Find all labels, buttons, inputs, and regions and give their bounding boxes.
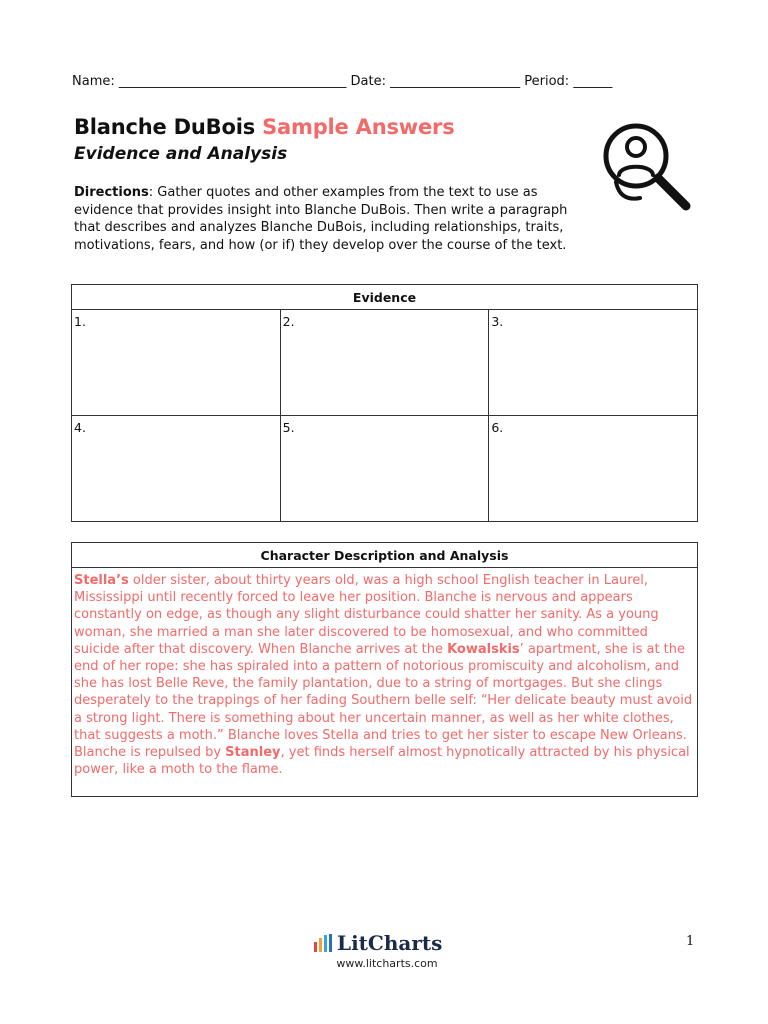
- evidence-header: Evidence: [72, 285, 698, 310]
- page-number: 1: [686, 934, 695, 949]
- period-label: Period:: [524, 74, 570, 89]
- evidence-cell-6[interactable]: 6.: [489, 416, 698, 522]
- directions-label: Directions: [74, 185, 149, 200]
- magnifying-glass-person-icon: [600, 118, 696, 214]
- analysis-text-part-1: older sister, about thirty years old, was a high school English teacher in Laurel, Mississippi until recently forced to leave her position. Blanche is nervous and appears constantly on edge, as though any slight disturbance could shatter her sanity. As a young woman, she married a man she later discovered to be homosexual, and who committed suicide after that discovery. When Blanche arrives at the: [74, 573, 659, 657]
- date-label: Date:: [350, 74, 386, 89]
- analysis-header: Character Description and Analysis: [72, 543, 698, 568]
- link-kowalskis[interactable]: Kowalskis: [447, 641, 520, 657]
- name-label: Name:: [72, 74, 115, 89]
- evidence-cell-4[interactable]: 4.: [72, 416, 281, 522]
- analysis-text-part-2: ’ apartment, she is at the end of her rope: she has spiraled into a pattern of notorious promiscuity and alcoholism, and she has lost Belle Reve, the family plantation, due to a string of mortgages. But she clings desperately to the trappings of her fading Southern belle self: “Her delicate beauty must avoid a strong light. There is something about her uncertain manner, as well as her white clothes, that suggests a moth.” Blanche loves Stella and tries to get her sister to escape New Orleans. Blanche is repulsed by: [74, 641, 693, 761]
- date-field[interactable]: ____________________: [390, 74, 521, 89]
- logo-bars-icon: [314, 934, 332, 952]
- period-field[interactable]: ______: [573, 74, 613, 89]
- link-stanley[interactable]: Stanley: [225, 745, 281, 761]
- directions: [74, 184, 594, 254]
- name-field[interactable]: ___________________________________: [118, 74, 347, 89]
- link-stella[interactable]: Stella’s: [74, 573, 129, 588]
- evidence-cell-5[interactable]: 5.: [280, 416, 489, 522]
- evidence-cell-3[interactable]: 3.: [489, 310, 698, 416]
- logo-text: LitCharts: [337, 931, 443, 955]
- directions-text: : Gather quotes and other examples from the text to use as evidence that provides insight into Blanche DuBois. Then write a paragraph that describes and analyzes Blanche DuBois, including relationships, traits, motivations, fears, and how (or if) they develop over the course of the text.: [74, 185, 568, 253]
- page-title: [74, 115, 455, 139]
- evidence-cell-1[interactable]: 1.: [72, 310, 281, 416]
- character-name: Blanche DuBois: [74, 115, 255, 139]
- analysis-text-part-3: , yet finds herself almost hypnotically attracted by his physical power, like a moth to the flame.: [74, 745, 690, 778]
- title-suffix: Sample Answers: [262, 115, 455, 139]
- analysis-table: [71, 542, 698, 797]
- evidence-cell-2[interactable]: 2.: [280, 310, 489, 416]
- evidence-table: [71, 284, 698, 522]
- litcharts-logo[interactable]: [314, 930, 459, 956]
- analysis-text[interactable]: [72, 568, 698, 797]
- student-info-line: [72, 74, 712, 89]
- page-subtitle: Evidence and Analysis: [74, 144, 288, 164]
- footer-url[interactable]: www.litcharts.com: [336, 957, 438, 970]
